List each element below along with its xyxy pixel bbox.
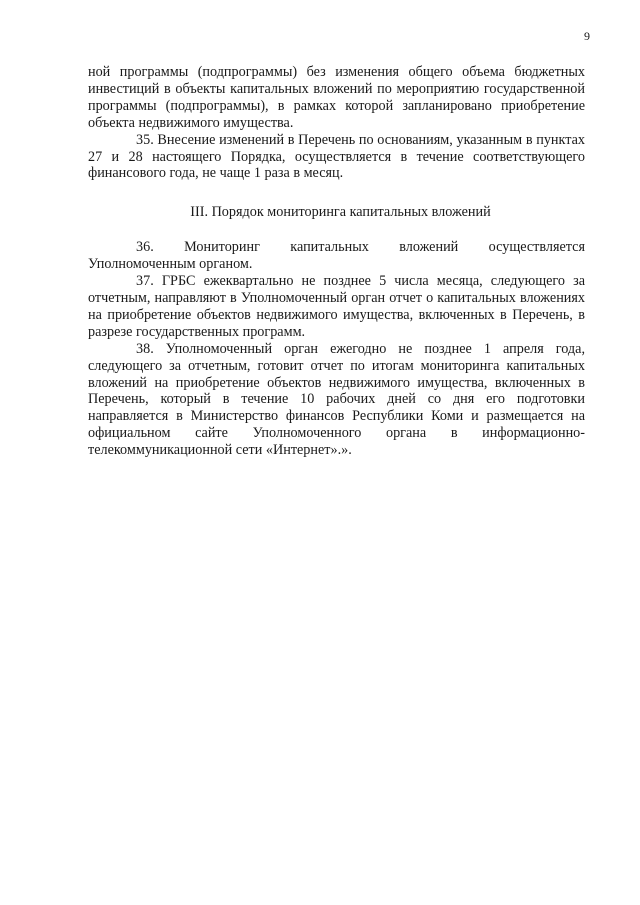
paragraph-36: 36. Мониторинг капитальных вложений осуществляется Уполномоченным органом.: [88, 239, 585, 273]
paragraph-38: 38. Уполномоченный орган ежегодно не позднее 1 апреля года, следующего за отчетным, готовит отчет по итогам мониторинга капитальных вложений на приобретение объектов недвижимого имущества, включенных в Перечень, который в течение 10 рабочих дней со дня его подготовки направляется в Министерство финансов Республики Коми и размещается на официальном сайте Уполномоченного органа в информационно-телекоммуникационной сети «Интернет».».: [88, 340, 585, 459]
spacer: [88, 221, 585, 239]
paragraph-continuation: ной программы (подпрограммы) без изменения общего объема бюджетных инвестиций в объекты капитальных вложений по мероприятию государственной программы (подпрограммы), в рамках которой запланировано приобретение объекта недвижимого имущества.: [88, 64, 585, 131]
paragraph-35: 35. Внесение изменений в Перечень по основаниям, указанным в пунктах 27 и 28 настоящего Порядка, осуществляется в течение соответствующего финансового года, не чаще 1 раза в месяц.: [88, 131, 585, 182]
spacer: [88, 182, 585, 204]
paragraph-37: 37. ГРБС ежеквартально не позднее 5 числа месяца, следующего за отчетным, направляют в Уполномоченный орган отчет о капитальных вложениях на приобретение объектов недвижимого имущества, включенных в Перечень, в разрезе государственных программ.: [88, 273, 585, 340]
section-heading: III. Порядок мониторинга капитальных вложений: [190, 204, 491, 221]
page-number: 9: [584, 29, 590, 43]
document-body: [88, 64, 585, 459]
